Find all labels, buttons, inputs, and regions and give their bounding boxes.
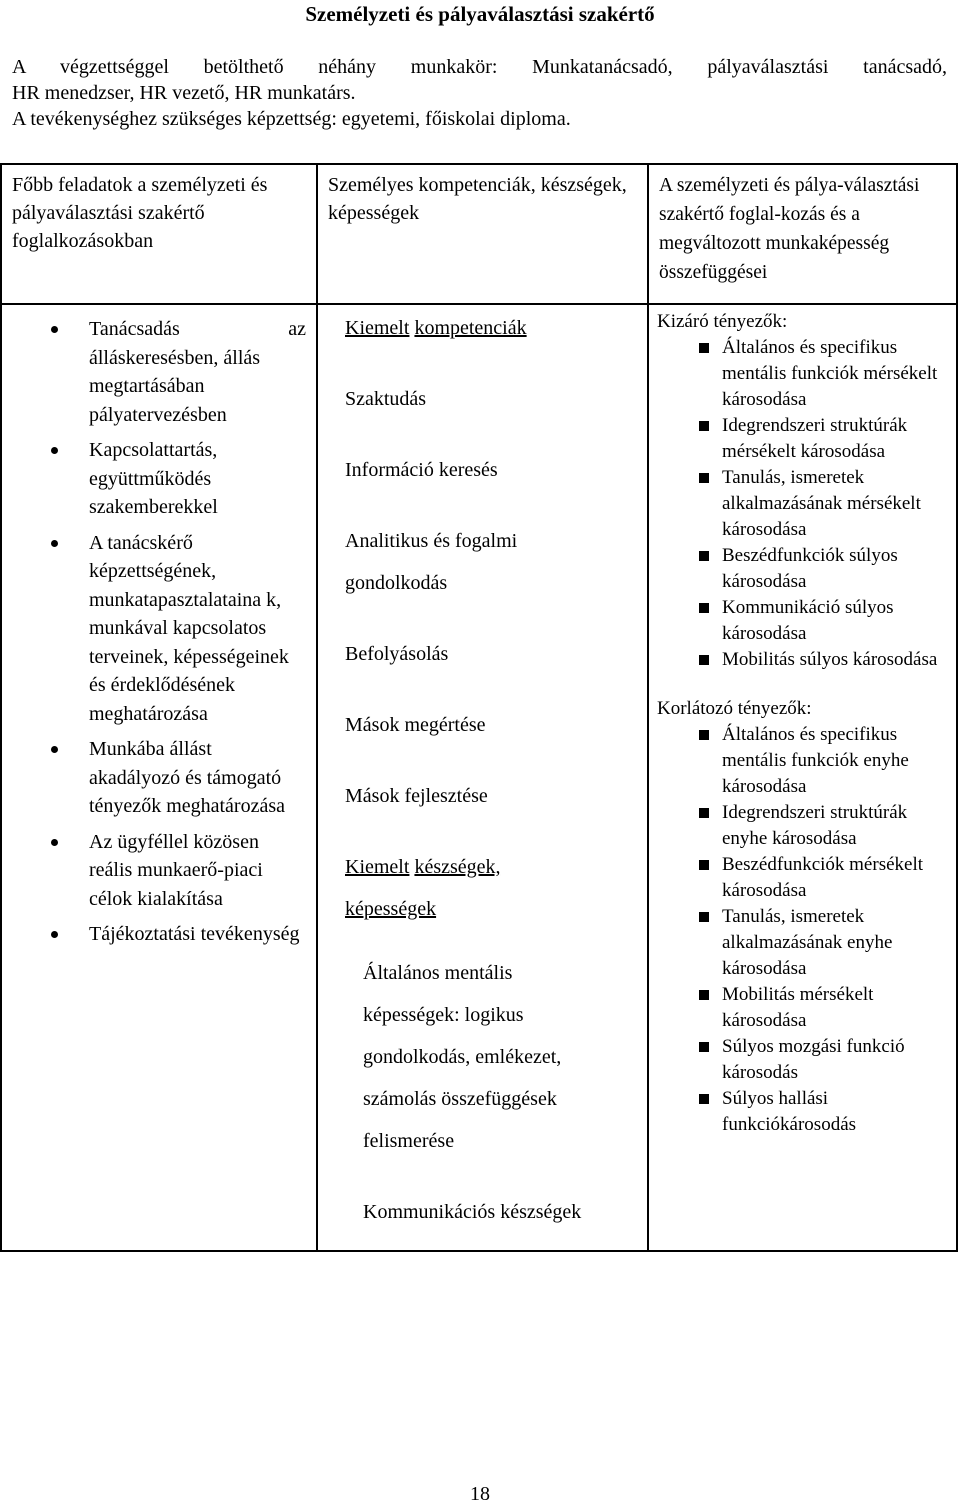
square-bullet-icon bbox=[699, 655, 709, 665]
list-item: Általános és specifikus mentális funkciók enyhe károsodása bbox=[657, 722, 950, 800]
list-item: Kapcsolattartás, együttműködés szakemberekkel bbox=[2, 436, 306, 522]
table-header-row bbox=[1, 164, 957, 304]
intro-line-1: A végzettséggel betölthető néhány munkakör: Munkatanácsadó, pályaválasztási tanácsadó, bbox=[12, 56, 947, 78]
square-bullet-icon bbox=[699, 603, 709, 613]
factor-lists bbox=[649, 305, 956, 1138]
excluding-factors-heading: Kizáró tényezők: bbox=[657, 311, 788, 332]
list-item: Tanulás, ismeretek alkalmazásának mérsékelt károsodása bbox=[657, 465, 950, 543]
tasks-cell bbox=[1, 304, 317, 1251]
competency-item: Mások megértése bbox=[345, 714, 486, 736]
bullet-icon bbox=[51, 326, 58, 333]
list-item: Tájékoztatási tevékenység bbox=[2, 920, 306, 949]
factors-cell bbox=[648, 304, 957, 1251]
square-bullet-icon bbox=[699, 1042, 709, 1052]
list-item: Súlyos mozgási funkció károsodás bbox=[657, 1034, 950, 1086]
key-skills-heading-cont: képességek bbox=[345, 898, 437, 920]
excluding-factors-list bbox=[657, 335, 950, 673]
list-item: Kommunikáció súlyos károsodása bbox=[657, 595, 950, 647]
competency-item: Mások fejlesztése bbox=[345, 785, 488, 807]
competencies-cell bbox=[317, 304, 648, 1251]
bullet-icon bbox=[51, 931, 58, 938]
list-item: Idegrendszeri struktúrák enyhe károsodása bbox=[657, 800, 950, 852]
header-factors: A személyzeti és pálya-választási szakértő foglal-kozás és a megváltozott munkaképesség összefüggései bbox=[659, 175, 920, 283]
square-bullet-icon bbox=[699, 860, 709, 870]
competency-item: Analitikus és fogalmi bbox=[345, 530, 518, 552]
key-skills-heading: Kiemelt készségek, bbox=[345, 856, 501, 878]
list-item: A tanácskérő képzettségének, munkatapasztalataina k, munkával kapcsolatos terveinek, képességeinek és érdeklődésének meghatározása bbox=[2, 529, 306, 729]
limiting-factors-heading: Korlátozó tényezők: bbox=[657, 698, 812, 719]
square-bullet-icon bbox=[699, 730, 709, 740]
limiting-factors-list bbox=[657, 722, 950, 1138]
list-item: Beszédfunkciók mérsékelt károsodása bbox=[657, 852, 950, 904]
page-title: Személyzeti és pályaválasztási szakértő bbox=[305, 2, 655, 26]
header-cell-factors bbox=[648, 164, 957, 304]
intro-line-2: HR menedzser, HR vezető, HR munkatárs. bbox=[12, 82, 356, 104]
list-item: Beszédfunkciók súlyos károsodása bbox=[657, 543, 950, 595]
bullet-icon bbox=[51, 746, 58, 753]
header-tasks: Főbb feladatok a személyzeti és pályaválasztási szakértő foglalkozásokban bbox=[12, 174, 268, 252]
square-bullet-icon bbox=[699, 808, 709, 818]
list-item: Mobilitás mérsékelt károsodása bbox=[657, 982, 950, 1034]
key-competencies-heading: Kiemelt kompetenciák bbox=[345, 317, 527, 339]
square-bullet-icon bbox=[699, 912, 709, 922]
header-cell-tasks bbox=[1, 164, 317, 304]
competency-list bbox=[318, 305, 647, 1233]
intro-line-3: A tevékenységhez szükséges képzettség: egyetemi, főiskolai diploma. bbox=[12, 108, 571, 130]
square-bullet-icon bbox=[699, 421, 709, 431]
table-body-row bbox=[1, 304, 957, 1251]
competency-item: gondolkodás bbox=[345, 572, 448, 594]
list-item: Az ügyféllel közösen reális munkaerő-piaci célok kialakítása bbox=[2, 828, 306, 914]
general-abilities: Általános mentális képességek: logikus gondolkodás, emlékezet, számolás összefüggések felismerése Kommunikációs készségek bbox=[345, 952, 647, 1233]
header-competencies: Személyes kompetenciák, készségek, képességek bbox=[328, 174, 627, 224]
square-bullet-icon bbox=[699, 473, 709, 483]
list-item: Általános és specifikus mentális funkciók mérsékelt károsodása bbox=[657, 335, 950, 413]
header-cell-competencies bbox=[317, 164, 648, 304]
competency-item: Szaktudás bbox=[345, 388, 427, 410]
task-list bbox=[2, 305, 316, 949]
competency-item: Befolyásolás bbox=[345, 643, 449, 665]
list-item: Tanácsadás az álláskeresésben, állás megtartásában pályatervezésben bbox=[2, 315, 306, 429]
square-bullet-icon bbox=[699, 551, 709, 561]
list-item: Súlyos hallási funkciókárosodás bbox=[657, 1086, 950, 1138]
bullet-icon bbox=[51, 540, 58, 547]
list-item: Tanulás, ismeretek alkalmazásának enyhe károsodása bbox=[657, 904, 950, 982]
list-item: Mobilitás súlyos károsodása bbox=[657, 647, 950, 673]
competency-item: Információ keresés bbox=[345, 459, 498, 481]
page-number: 18 bbox=[470, 1483, 490, 1505]
bullet-icon bbox=[51, 839, 58, 846]
square-bullet-icon bbox=[699, 343, 709, 353]
list-item: Idegrendszeri struktúrák mérsékelt károsodása bbox=[657, 413, 950, 465]
bullet-icon bbox=[51, 447, 58, 454]
square-bullet-icon bbox=[699, 990, 709, 1000]
communication-skills: Kommunikációs készségek bbox=[363, 1201, 582, 1223]
intro-paragraph bbox=[12, 54, 947, 132]
occupation-table bbox=[0, 163, 958, 1252]
list-item: Munkába állást akadályozó és támogató tényezők meghatározása bbox=[2, 735, 306, 821]
square-bullet-icon bbox=[699, 1094, 709, 1104]
